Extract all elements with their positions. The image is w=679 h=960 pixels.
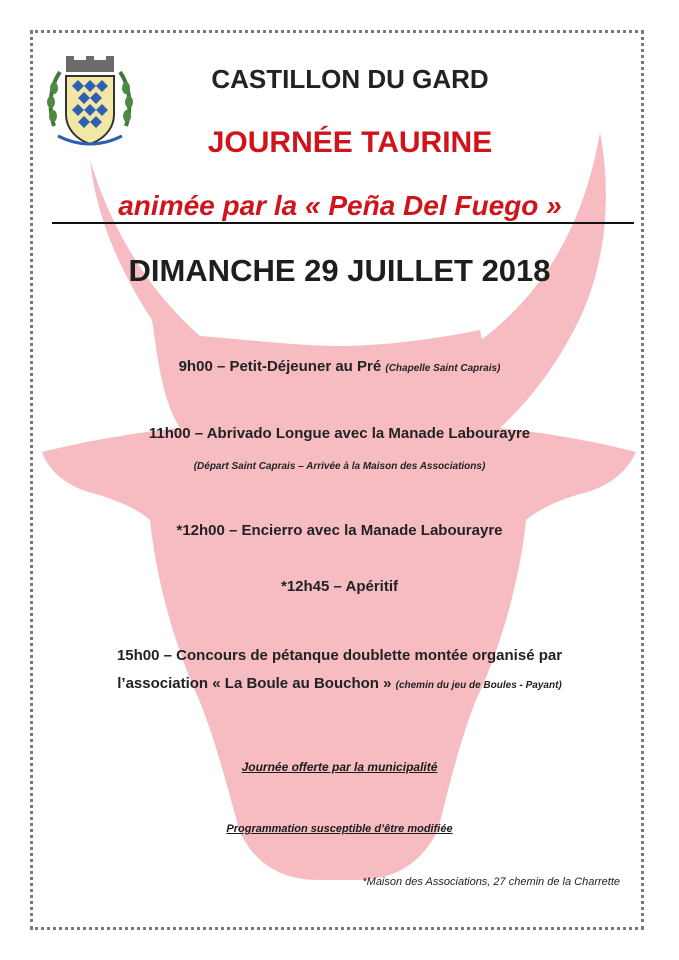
dotted-border bbox=[30, 30, 644, 930]
schedule-item-note: (Départ Saint Caprais – Arrivée à la Maison des Associations) bbox=[193, 461, 486, 472]
event-subtitle: animée par la « Peña Del Fuego » bbox=[118, 190, 562, 221]
schedule-item: *12h00 – Encierro avec la Manade Labourayre bbox=[176, 522, 503, 539]
schedule-item-text: l’association « La Boule au Bouchon » bbox=[117, 675, 392, 692]
schedule-item-note: (Chapelle Saint Caprais) bbox=[385, 363, 501, 374]
schedule-item-text: 9h00 – Petit-Déjeuner au Pré bbox=[178, 358, 382, 375]
coat-of-arms-icon bbox=[44, 56, 136, 152]
schedule-item: *12h45 – Apéritif bbox=[281, 578, 398, 595]
subject-to-change-note: Programmation susceptible d’être modifiée bbox=[226, 823, 453, 835]
offered-by-note: Journée offerte par la municipalité bbox=[241, 760, 438, 774]
schedule-item bbox=[0, 675, 679, 692]
schedule-item-note: (chemin du jeu de Boules - Payant) bbox=[395, 680, 562, 691]
schedule-item bbox=[0, 425, 679, 442]
event-title: JOURNÉE TAURINE bbox=[207, 126, 493, 159]
schedule-item: 15h00 – Concours de pétanque doublette montée organisé par bbox=[116, 647, 563, 664]
schedule-item-text: 11h00 – Abrivado Longue avec la Manade Labourayre bbox=[148, 425, 531, 442]
address-note: *Maison des Associations, 27 chemin de la Charrette bbox=[362, 876, 620, 888]
schedule-item bbox=[0, 358, 679, 375]
town-name: CASTILLON DU GARD bbox=[211, 64, 489, 94]
subtitle-underline bbox=[52, 222, 634, 224]
event-date: DIMANCHE 29 JUILLET 2018 bbox=[128, 253, 551, 288]
